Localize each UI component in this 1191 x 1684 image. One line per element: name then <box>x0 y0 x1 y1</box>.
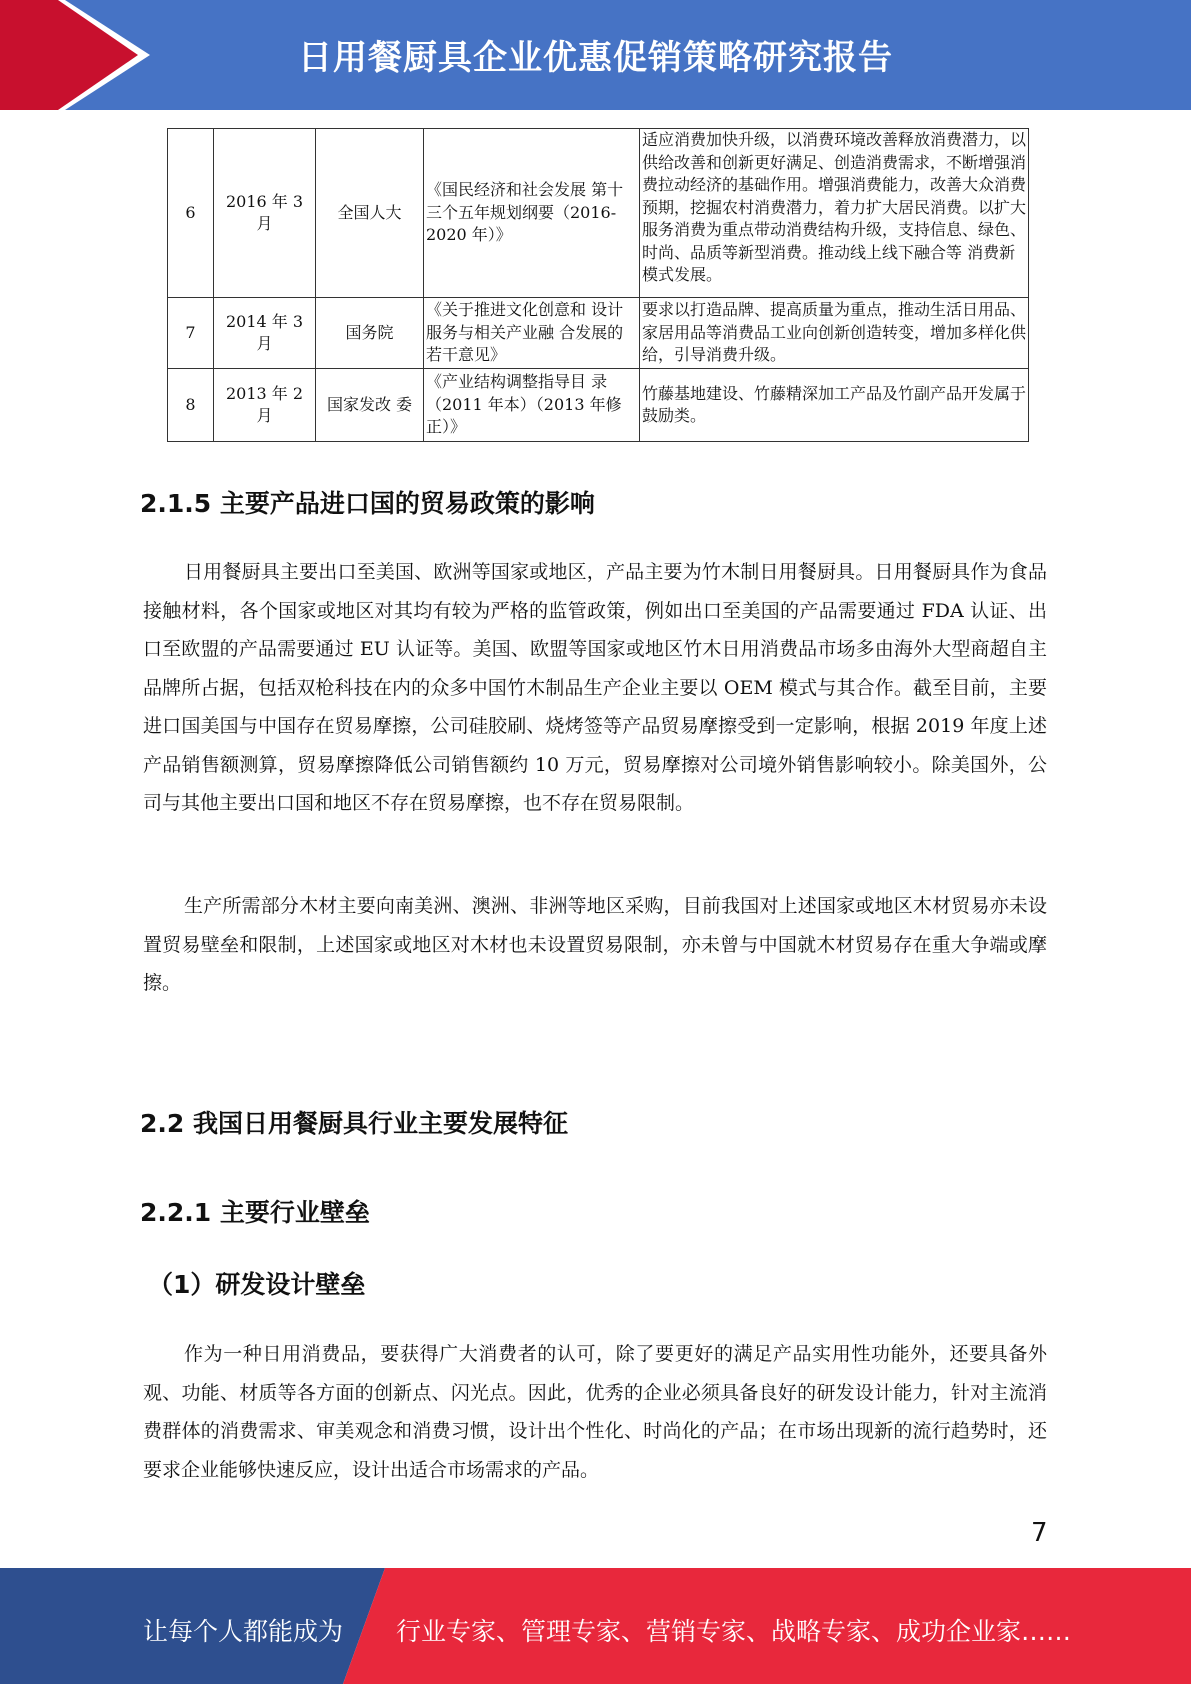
page-number: 7 <box>1031 1518 1048 1548</box>
row-number: 6 <box>168 129 214 298</box>
row-document: 《国民经济和社会发展 第十三个五年规划纲要（2016-2020 年）》 <box>424 129 640 298</box>
row-issuer: 国家发改 委 <box>316 369 424 442</box>
row-document: 《关于推进文化创意和 设计服务与相关产业融 合发展的若干意见》 <box>424 298 640 369</box>
body-paragraph: 生产所需部分木材主要向南美洲、澳洲、非洲等地区采购，目前我国对上述国家或地区木材贸易亦未设置贸易壁垒和限制，上述国家或地区对木材也未设置贸易限制，亦未曾与中国就木材贸易存在重大争端或摩擦。 <box>143 895 1047 994</box>
table-row <box>168 129 1029 298</box>
row-number: 7 <box>168 298 214 369</box>
row-content: 竹藤基地建设、竹藤精深加工产品及竹副产品开发属于鼓励类。 <box>640 369 1029 442</box>
page-header <box>0 0 1191 110</box>
row-content: 要求以打造品牌、提高质量为重点，推动生活日用品、家居用品等消费品工业向创新创造转变，增加多样化供给，引导消费升级。 <box>640 298 1029 369</box>
row-content <box>640 129 1029 298</box>
row-number: 8 <box>168 369 214 442</box>
header-title: 日用餐厨具企业优惠促销策略研究报告 <box>298 38 893 78</box>
footer-slogan-left: 让每个人都能成为 <box>143 1617 344 1646</box>
policy-table <box>167 128 1029 442</box>
table-row <box>168 369 1029 442</box>
row-issuer: 全国人大 <box>316 129 424 298</box>
subsection-heading-rd-barrier: （1）研发设计壁垒 <box>148 1270 366 1299</box>
footer-slogan-right: 行业专家、管理专家、营销专家、战略专家、成功企业家…… <box>396 1617 1072 1646</box>
section-heading-2-2-1: 2.2.1 主要行业壁垒 <box>140 1198 370 1227</box>
section-heading-2-2: 2.2 我国日用餐厨具行业主要发展特征 <box>140 1109 568 1138</box>
row-date: 2013 年 2 月 <box>214 369 316 442</box>
header-chevron-icon <box>0 0 160 110</box>
table-row <box>168 298 1029 369</box>
section-heading-2-1-5: 2.1.5 主要产品进口国的贸易政策的影响 <box>140 489 595 518</box>
row-date: 2014 年 3 月 <box>214 298 316 369</box>
row-date: 2016 年 3 月 <box>214 129 316 298</box>
row-content-text: 适应消费加快升级，以消费环境改善释放消费潜力，以供给改善和创新更好满足、创造消费需求，不断增强消费拉动经济的基础作用。增强消费能力，改善大众消费预期，挖掘农村消费潜力，着力扩大居民消费。以扩大服务消费为重点带动消费结构升级，支持信息、绿色、 时尚、品质等新型消费。推动线上线下融合等 消费新模式发展。 <box>642 130 1026 284</box>
body-paragraph: 作为一种日用消费品，要获得广大消费者的认可，除了要更好的满足产品实用性功能外，还要具备外观、功能、材质等各方面的创新点、闪光点。因此，优秀的企业必须具备良好的研发设计能力，针对主流消费群体的消费需求、审美观念和消费习惯，设计出个性化、时尚化的产品；在市场出现新的流行趋势时，还要求企业能够快速反应，设计出适合市场需求的产品。 <box>143 1343 1047 1481</box>
row-issuer: 国务院 <box>316 298 424 369</box>
body-paragraph: 日用餐厨具主要出口至美国、欧洲等国家或地区，产品主要为竹木制日用餐厨具。日用餐厨具作为食品接触材料，各个国家或地区对其均有较为严格的监管政策，例如出口至美国的产品需要通过 FDA 认证、出口至欧盟的产品需要通过 EU 认证等。美国、欧盟等国家或地区竹木日用消费品市场多由海外大型商超自主品牌所占据，包括双枪科技在内的众多中国竹木制品生产企业主要以 OEM 模式与其合作。截至目前，主要进口国美国与中国存在贸易摩擦，公司硅胶刷、烧烤签等产品贸易摩擦受到一定影响，根据 2019 年度上述产品销售额测算，贸易摩擦降低公司销售额约 10 万元，贸易摩擦对公司境外销售影响较小。除美国外，公司与其他主要出口国和地区不存在贸易摩擦，也不存在贸易限制。 <box>143 561 1047 814</box>
row-document: 《产业结构调整指导目 录（2011 年本）（2013 年修正）》 <box>424 369 640 442</box>
